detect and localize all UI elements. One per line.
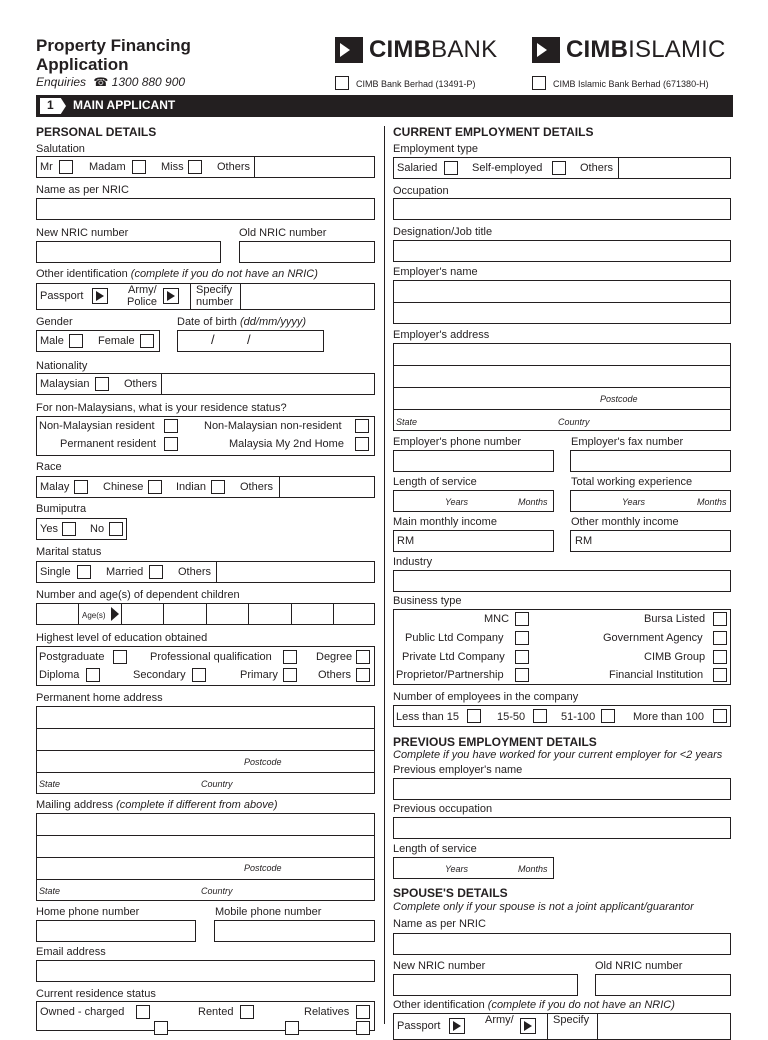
salutation-field — [36, 156, 375, 178]
bank1-brand: CIMB — [369, 36, 432, 63]
other-income-input[interactable] — [570, 530, 731, 552]
biz-financial: Financial Institution — [609, 669, 704, 681]
previous-employer-label: Previous employer's name — [393, 764, 523, 776]
mailing-line-3 — [36, 879, 375, 880]
bumiputra-yes: Yes — [40, 523, 58, 535]
res-row2-checkbox-1[interactable] — [154, 1021, 168, 1035]
employer-address-line-1 — [393, 365, 731, 366]
home-address-line-3 — [36, 772, 375, 773]
residence-permanent-checkbox[interactable] — [164, 437, 178, 451]
nationality-malaysian-checkbox[interactable] — [95, 377, 109, 391]
residence-non-non-resident-checkbox[interactable] — [355, 419, 369, 433]
passport-label: Passport — [40, 290, 84, 302]
home-postcode-label: Postcode — [244, 757, 282, 767]
previous-years: Years — [445, 864, 469, 874]
mailing-address-label — [36, 799, 278, 812]
biz-financial-checkbox[interactable] — [713, 668, 727, 682]
nationality-malaysian: Malaysian — [40, 378, 90, 390]
other-income-currency: RM — [575, 535, 593, 547]
biz-mnc-checkbox[interactable] — [515, 612, 529, 626]
dob-label-text: Date of birth — [177, 316, 237, 328]
email-input[interactable] — [36, 960, 375, 982]
other-id-label-text: Other identification — [36, 268, 128, 280]
business-type-label: Business type — [393, 595, 462, 607]
spouse-new-nric-input[interactable] — [393, 974, 578, 996]
main-income-input[interactable] — [393, 530, 554, 552]
other-income-label: Other monthly income — [571, 516, 679, 528]
spouse-name-label: Name as per NRIC — [393, 918, 486, 930]
employees-label: Number of employees in the company — [393, 691, 579, 703]
army-label-1: Army/ — [128, 284, 157, 296]
dob-sep-1: / — [211, 332, 215, 347]
age-divider-1 — [121, 603, 122, 625]
section-number: 1 — [47, 98, 54, 112]
res-rented-checkbox[interactable] — [240, 1005, 254, 1019]
designation-label: Designation/Job title — [393, 226, 493, 238]
employer-address-line-2 — [393, 387, 731, 388]
race-divider — [279, 476, 280, 498]
mailing-note: (complete if different from above) — [116, 799, 278, 811]
emp-gt100: More than 100 — [633, 711, 704, 723]
spouse-old-nric-input[interactable] — [595, 974, 731, 996]
ages-label: Age(s) — [82, 611, 106, 620]
spouse-other-id-note: (complete if you do not have an NRIC) — [487, 999, 675, 1011]
race-indian-checkbox[interactable] — [211, 480, 225, 494]
name-input[interactable] — [36, 198, 375, 220]
industry-label: Industry — [393, 556, 433, 568]
current-res-label: Current residence status — [36, 988, 156, 1000]
ages-arrow-icon — [111, 607, 119, 621]
previous-length-label: Length of service — [393, 843, 477, 855]
employer-name-label: Employer's name — [393, 266, 478, 278]
form-title-line2: Application — [36, 55, 129, 74]
biz-private: Private Ltd Company — [402, 651, 505, 663]
employer-fax-label: Employer's fax number — [571, 436, 684, 448]
marital-married: Married — [106, 566, 144, 578]
edu-secondary-checkbox[interactable] — [192, 668, 206, 682]
biz-private-checkbox[interactable] — [515, 650, 529, 664]
other-id-note: (complete if you do not have an NRIC) — [130, 268, 318, 280]
new-nric-input[interactable] — [36, 241, 221, 263]
army-arrow-icon[interactable] — [163, 288, 179, 304]
age-divider-3 — [206, 603, 207, 625]
old-nric-input[interactable] — [239, 241, 375, 263]
biz-cimb-group: CIMB Group — [644, 651, 706, 663]
dob-sep-2: / — [247, 332, 251, 347]
spouse-army-label: Army/ — [485, 1014, 514, 1026]
length-years: Years — [445, 497, 469, 507]
occupation-input[interactable] — [393, 198, 731, 220]
home-address-line-1 — [36, 728, 375, 729]
employer-address-line-3 — [393, 409, 731, 410]
previous-occupation-input[interactable] — [393, 817, 731, 839]
employer-postcode-label: Postcode — [600, 394, 638, 404]
employer-fax-input[interactable] — [570, 450, 731, 472]
mailing-line-1 — [36, 835, 375, 836]
salutation-others: Others — [217, 161, 251, 173]
industry-input[interactable] — [393, 570, 731, 592]
form-title-line1: Property Financing — [36, 36, 191, 55]
res-owned-checkbox[interactable] — [136, 1005, 150, 1019]
gender-female: Female — [98, 335, 135, 347]
email-label: Email address — [36, 946, 106, 958]
employer-phone-label: Employer's phone number — [393, 436, 522, 448]
race-chinese: Chinese — [103, 481, 144, 493]
emp-salaried-checkbox[interactable] — [444, 161, 458, 175]
salutation-mr: Mr — [40, 161, 53, 173]
home-phone-input[interactable] — [36, 920, 196, 942]
previous-occupation-label: Previous occupation — [393, 803, 493, 815]
gender-label: Gender — [36, 316, 73, 328]
army-label-2: Police — [127, 296, 157, 308]
residence-mm2h: Malaysia My 2nd Home — [229, 438, 344, 450]
cimb-mark-icon — [335, 37, 363, 63]
race-indian: Indian — [176, 481, 206, 493]
bumiputra-no: No — [90, 523, 105, 535]
biz-proprietor-checkbox[interactable] — [515, 668, 529, 682]
employer-country-label: Country — [558, 417, 590, 427]
spouse-other-id-label-text: Other identification — [393, 999, 485, 1011]
edu-diploma-checkbox[interactable] — [86, 668, 100, 682]
emp-type-divider — [618, 157, 619, 179]
residence-non-resident: Non-Malaysian resident — [39, 420, 155, 432]
race-others: Others — [240, 481, 274, 493]
age-divider-6 — [333, 603, 334, 625]
res-owned: Owned - charged — [40, 1006, 125, 1018]
emp-lt15-checkbox[interactable] — [467, 709, 481, 723]
salutation-divider — [254, 156, 255, 178]
nationality-divider — [161, 373, 162, 395]
mailing-postcode-label: Postcode — [244, 863, 282, 873]
bank1-suffix: BANK — [431, 36, 498, 63]
race-malay: Malay — [40, 481, 70, 493]
home-state-label: State — [39, 779, 61, 789]
name-label: Name as per NRIC — [36, 184, 129, 196]
spouse-other-id-divider — [547, 1013, 548, 1040]
specify-label-1: Specify — [196, 284, 233, 296]
biz-cimb-group-checkbox[interactable] — [713, 650, 727, 664]
enquiries-phone: 1300 880 900 — [111, 75, 186, 89]
home-phone-label: Home phone number — [36, 906, 140, 918]
cimb-mark-icon — [532, 37, 560, 63]
spouse-passport-label: Passport — [397, 1020, 441, 1032]
res-relatives-checkbox[interactable] — [356, 1005, 370, 1019]
age-divider-2 — [163, 603, 164, 625]
race-malay-checkbox[interactable] — [74, 480, 88, 494]
previous-months: Months — [518, 864, 548, 874]
bumiputra-no-checkbox[interactable] — [109, 522, 123, 536]
salutation-label: Salutation — [36, 143, 85, 155]
salutation-miss: Miss — [161, 161, 184, 173]
employer-address-label: Employer's address — [393, 329, 490, 341]
nationality-label: Nationality — [36, 360, 88, 372]
section-bar — [36, 95, 733, 117]
biz-mnc: MNC — [484, 613, 510, 625]
children-count-divider — [78, 603, 79, 625]
children-label: Number and age(s) of dependent children — [36, 589, 240, 601]
emp-15-50: 15-50 — [497, 711, 526, 723]
length-service-label: Length of service — [393, 476, 477, 488]
mailing-label-text: Mailing address — [36, 799, 114, 811]
other-id-divider — [190, 283, 191, 310]
enquiries-line — [36, 76, 185, 89]
res-row2-checkbox-3[interactable] — [356, 1021, 370, 1035]
marital-single-checkbox[interactable] — [77, 565, 91, 579]
residence-non-non-resident: Non-Malaysian non-resident — [204, 420, 342, 432]
employer-name-line — [393, 302, 731, 303]
salutation-madam-checkbox[interactable] — [132, 160, 146, 174]
salutation-madam: Madam — [89, 161, 126, 173]
dob-label — [177, 316, 306, 329]
personal-details-heading: PERSONAL DETAILS — [36, 125, 157, 139]
previous-note: Complete if you have worked for your current employer for <2 years — [393, 749, 723, 761]
residence-mm2h-checkbox[interactable] — [355, 437, 369, 451]
biz-public-checkbox[interactable] — [515, 631, 529, 645]
emp-salaried: Salaried — [397, 162, 438, 174]
edu-others-checkbox[interactable] — [356, 668, 370, 682]
marital-married-checkbox[interactable] — [149, 565, 163, 579]
employment-heading: CURRENT EMPLOYMENT DETAILS — [393, 125, 594, 139]
edu-degree-checkbox[interactable] — [356, 650, 370, 664]
spouse-new-nric-label: New NRIC number — [393, 960, 486, 972]
spouse-army-arrow-icon[interactable] — [520, 1018, 536, 1034]
emp-self-employed-checkbox[interactable] — [552, 161, 566, 175]
occupation-label: Occupation — [393, 185, 449, 197]
emp-self-employed: Self-employed — [472, 162, 543, 174]
cimb-bank-checkbox[interactable] — [335, 76, 349, 90]
section-title: MAIN APPLICANT — [73, 98, 176, 112]
spouse-passport-arrow-icon[interactable] — [449, 1018, 465, 1034]
mobile-label: Mobile phone number — [215, 906, 322, 918]
other-id-label — [36, 268, 318, 281]
mobile-input[interactable] — [214, 920, 375, 942]
cimb-islamic-checkbox[interactable] — [532, 76, 546, 90]
edu-others: Others — [318, 669, 352, 681]
biz-government-checkbox[interactable] — [713, 631, 727, 645]
new-nric-label: New NRIC number — [36, 227, 129, 239]
mailing-country-label: Country — [201, 886, 233, 896]
res-row2-checkbox-2[interactable] — [285, 1021, 299, 1035]
marital-single: Single — [40, 566, 71, 578]
passport-arrow-icon[interactable] — [92, 288, 108, 304]
exp-months: Months — [697, 497, 727, 507]
marital-divider — [216, 561, 217, 583]
employer-phone-input[interactable] — [393, 450, 554, 472]
cimb-islamic-logo — [532, 37, 726, 63]
home-address-line-2 — [36, 750, 375, 751]
main-income-label: Main monthly income — [393, 516, 497, 528]
dob-note: (dd/mm/yyyy) — [239, 316, 306, 328]
education-label: Highest level of education obtained — [36, 632, 208, 644]
edu-degree: Degree — [316, 651, 353, 663]
gender-male-checkbox[interactable] — [69, 334, 83, 348]
race-label: Race — [36, 461, 62, 473]
total-exp-label: Total working experience — [571, 476, 693, 488]
spouse-name-input[interactable] — [393, 933, 731, 955]
age-divider-5 — [291, 603, 292, 625]
spouse-heading: SPOUSE'S DETAILS — [393, 886, 508, 900]
designation-input[interactable] — [393, 240, 731, 262]
salutation-mr-checkbox[interactable] — [59, 160, 73, 174]
main-income-currency: RM — [397, 535, 415, 547]
employment-type-label: Employment type — [393, 143, 478, 155]
spouse-other-id-label — [393, 999, 675, 1012]
spouse-specify-label: Specify — [553, 1014, 590, 1026]
edu-diploma: Diploma — [39, 669, 80, 681]
edu-professional: Professional qualification — [150, 651, 272, 663]
exp-years: Years — [622, 497, 646, 507]
biz-bursa: Bursa Listed — [644, 613, 706, 625]
bumiputra-yes-checkbox[interactable] — [62, 522, 76, 536]
employer-state-label: State — [396, 417, 418, 427]
enquiries-label: Enquiries — [36, 75, 87, 89]
gender-male: Male — [40, 335, 64, 347]
res-rented: Rented — [198, 1006, 234, 1018]
spouse-specify-divider — [597, 1013, 598, 1040]
emp-lt15: Less than 15 — [396, 711, 459, 723]
marital-label: Marital status — [36, 546, 102, 558]
edu-secondary: Secondary — [133, 669, 186, 681]
biz-government: Government Agency — [603, 632, 703, 644]
bank2-suffix: ISLAMIC — [628, 36, 726, 63]
previous-employer-input[interactable] — [393, 778, 731, 800]
cimb-islamic-entity: CIMB Islamic Bank Berhad (671380-H) — [553, 79, 709, 89]
residence-permanent: Permanent resident — [60, 438, 156, 450]
edu-postgraduate-checkbox[interactable] — [113, 650, 127, 664]
biz-proprietor: Proprietor/Partnership — [396, 669, 504, 681]
race-chinese-checkbox[interactable] — [148, 480, 162, 494]
edu-postgraduate: Postgraduate — [39, 651, 105, 663]
home-country-label: Country — [201, 779, 233, 789]
marital-others: Others — [178, 566, 212, 578]
gender-female-checkbox[interactable] — [140, 334, 154, 348]
previous-employment-heading: PREVIOUS EMPLOYMENT DETAILS — [393, 735, 597, 749]
specify-divider — [240, 283, 241, 310]
emp-51-100: 51-100 — [561, 711, 596, 723]
phone-icon: ☎ — [93, 75, 109, 89]
residence-question: For non-Malaysians, what is your residence status? — [36, 402, 287, 414]
salutation-miss-checkbox[interactable] — [188, 160, 202, 174]
edu-primary: Primary — [240, 669, 278, 681]
bank2-brand: CIMB — [566, 36, 629, 63]
edu-primary-checkbox[interactable] — [283, 668, 297, 682]
emp-51-100-checkbox[interactable] — [601, 709, 615, 723]
cimb-bank-logo — [335, 37, 497, 63]
emp-others: Others — [580, 162, 614, 174]
mailing-state-label: State — [39, 886, 61, 896]
emp-15-50-checkbox[interactable] — [533, 709, 547, 723]
spouse-old-nric-label: Old NRIC number — [595, 960, 683, 972]
spouse-note: Complete only if your spouse is not a joint applicant/guarantor — [393, 901, 694, 913]
specify-label-2: number — [196, 296, 234, 308]
emp-gt100-checkbox[interactable] — [713, 709, 727, 723]
cimb-bank-entity: CIMB Bank Berhad (13491-P) — [356, 79, 476, 89]
res-relatives: Relatives — [304, 1006, 350, 1018]
column-divider — [384, 126, 385, 1024]
residence-non-resident-checkbox[interactable] — [164, 419, 178, 433]
old-nric-label: Old NRIC number — [239, 227, 327, 239]
biz-public: Public Ltd Company — [405, 632, 504, 644]
age-divider-4 — [248, 603, 249, 625]
home-address-label: Permanent home address — [36, 692, 163, 704]
mailing-line-2 — [36, 857, 375, 858]
bumiputra-label: Bumiputra — [36, 503, 87, 515]
biz-bursa-checkbox[interactable] — [713, 612, 727, 626]
edu-professional-checkbox[interactable] — [283, 650, 297, 664]
nationality-others: Others — [124, 378, 158, 390]
length-months: Months — [518, 497, 548, 507]
